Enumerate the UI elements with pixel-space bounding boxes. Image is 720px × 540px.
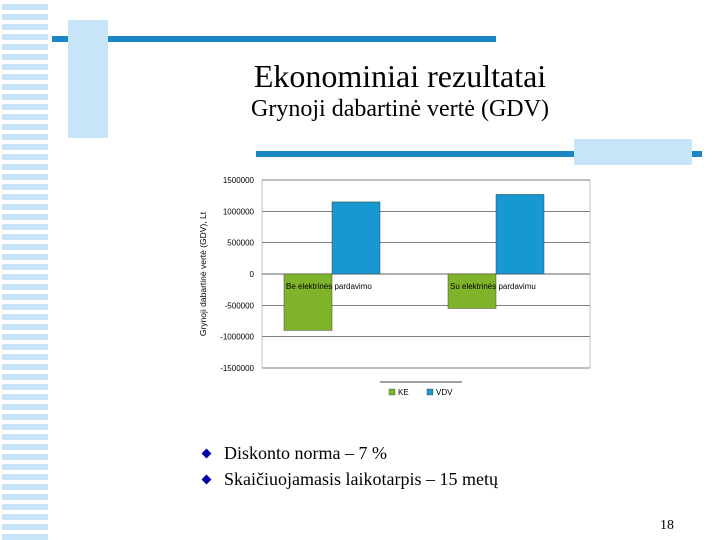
stripe-bar <box>2 184 48 190</box>
stripe-bar <box>2 244 48 250</box>
category-label: Be elektrinės pardavimo <box>286 282 372 291</box>
stripe-bar <box>2 44 48 50</box>
stripe-bar <box>2 524 48 530</box>
stripe-bar <box>2 534 48 540</box>
stripe-bar <box>2 104 48 110</box>
stripe-bar <box>2 454 48 460</box>
stripe-bar <box>2 364 48 370</box>
y-tick-label: -1500000 <box>220 364 254 373</box>
stripe-bar <box>2 14 48 20</box>
decorative-stripes <box>0 0 50 540</box>
stripe-bar <box>2 4 48 10</box>
stripe-bar <box>2 514 48 520</box>
stripe-bar <box>2 284 48 290</box>
stripe-bar <box>2 294 48 300</box>
stripe-bar <box>2 484 48 490</box>
stripe-bar <box>2 204 48 210</box>
stripe-bar <box>2 154 48 160</box>
stripe-bar <box>2 464 48 470</box>
stripe-bar <box>2 94 48 100</box>
diamond-bullet-icon <box>202 474 212 484</box>
stripe-bar <box>2 334 48 340</box>
stripe-bar <box>2 344 48 350</box>
stripe-bar <box>2 224 48 230</box>
y-axis-label: Grynoji dabartinė vertė (GDV), Lt <box>198 211 208 337</box>
stripe-bar <box>2 64 48 70</box>
stripe-bar <box>2 24 48 30</box>
stripe-bar <box>2 54 48 60</box>
y-tick-label: 1500000 <box>222 176 254 185</box>
page-number: 18 <box>660 518 674 533</box>
stripe-bar <box>2 504 48 510</box>
bar-vdv <box>496 194 544 274</box>
y-tick-label: -1000000 <box>220 332 254 342</box>
stripe-bar <box>2 354 48 360</box>
bullet-item <box>203 440 498 466</box>
stripe-bar <box>2 114 48 120</box>
stripe-bar <box>2 374 48 380</box>
y-tick-label: 500000 <box>227 238 254 248</box>
y-tick-label: 1000000 <box>222 207 254 217</box>
stripe-bar <box>2 424 48 430</box>
legend-swatch <box>389 389 395 395</box>
stripe-bar <box>2 234 48 240</box>
stripe-bar <box>2 444 48 450</box>
stripe-bar <box>2 84 48 90</box>
bullet-item <box>203 466 498 492</box>
stripe-bar <box>2 134 48 140</box>
stripe-bar <box>2 124 48 130</box>
legend-label: KE <box>398 388 409 397</box>
stripe-bar <box>2 254 48 260</box>
stripe-bar <box>2 164 48 170</box>
bar-vdv <box>332 202 380 274</box>
stripe-bar <box>2 34 48 40</box>
accent-block-bottom <box>574 139 692 165</box>
stripe-bar <box>2 214 48 220</box>
accent-bar-top <box>52 36 496 42</box>
y-tick-label: 0 <box>249 270 254 279</box>
accent-block-top <box>68 20 108 138</box>
slide-title: Ekonominiai rezultatai <box>253 58 547 94</box>
y-tick-label: -500000 <box>224 301 254 311</box>
stripe-bar <box>2 194 48 200</box>
legend-swatch <box>427 389 433 395</box>
diamond-bullet-icon <box>202 448 212 458</box>
stripe-bar <box>2 74 48 80</box>
bullet-list <box>203 440 498 492</box>
bullet-text: Skaičiuojamasis laikotarpis – 15 metų <box>224 468 498 489</box>
stripe-bar <box>2 494 48 500</box>
stripe-bar <box>2 144 48 150</box>
stripe-bar <box>2 314 48 320</box>
stripe-bar <box>2 434 48 440</box>
bullet-text: Diskonto norma – 7 % <box>224 442 387 463</box>
stripe-bar <box>2 274 48 280</box>
legend-label: VDV <box>436 388 453 397</box>
stripe-bar <box>2 304 48 310</box>
stripe-bar <box>2 414 48 420</box>
category-label: Su elektrinės pardavimu <box>450 282 536 291</box>
stripe-bar <box>2 474 48 480</box>
bar-ke <box>448 274 496 308</box>
stripe-bar <box>2 324 48 330</box>
slide-subtitle: Grynoji dabartinė vertė (GDV) <box>251 96 549 122</box>
stripe-bar <box>2 384 48 390</box>
stripe-bar <box>2 394 48 400</box>
stripe-bar <box>2 264 48 270</box>
stripe-bar <box>2 174 48 180</box>
gdv-bar-chart <box>190 170 600 410</box>
stripe-bar <box>2 404 48 410</box>
